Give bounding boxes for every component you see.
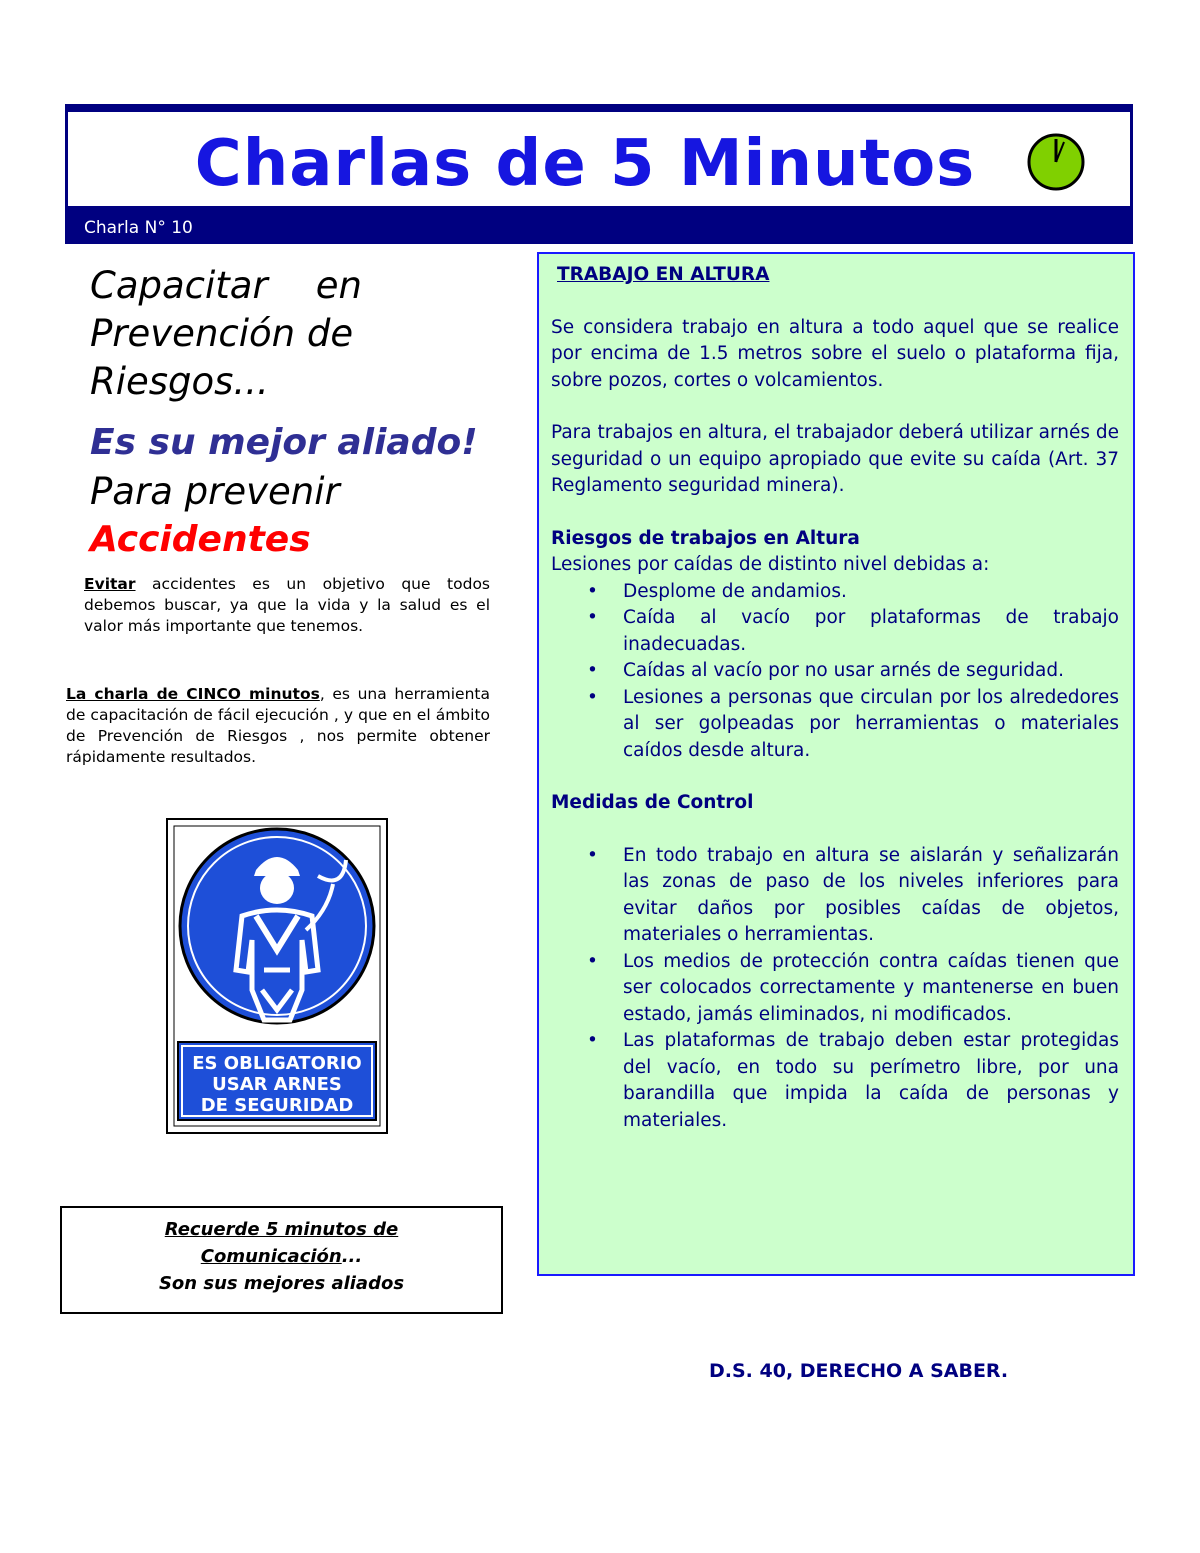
list-item [551,1028,1119,1134]
risk-text: Caídas al vacío por no usar arnés de seguridad. [623,660,1064,681]
slogan-word-capacitar: Capacitar [90,264,268,307]
bullet-icon: • [587,607,598,628]
harness-sign-image [168,820,386,1132]
bullet-icon: • [587,1030,598,1051]
slogan-line-2: Prevención de [90,312,354,355]
controls-list [551,843,1119,1135]
page-title: Charlas de 5 Minutos [194,127,976,201]
control-text: En todo trabajo en altura se aislarán y señalizarán las zonas de paso de los niveles inferiores para evitar daños por posibles caídas de objetos, materiales o herramientas. [623,844,1119,945]
definition-paragraph: Se considera trabajo en altura a todo aquel que se realice por encima de 1.5 metros sobre el suelo o plataforma fija, sobre pozos, cortes o volcamientos. [551,316,1119,391]
list-item [551,685,1119,765]
slogan-word-en: en [315,264,362,307]
bullet-icon: • [587,660,598,681]
list-item [551,949,1119,1029]
sign-text-line-2: USAR ARNES [212,1074,342,1095]
risk-text: Desplome de andamios. [623,580,847,602]
charla-paragraph [66,684,490,768]
risks-list [551,579,1119,765]
slogan-line-1 [90,262,362,310]
clock-icon [1026,132,1086,192]
control-text: Los medios de protección contra caídas tienen que ser colocados correctamente y mantenerse en buen estado, jamás eliminados, ni modificados. [623,950,1119,1025]
list-item [551,605,1119,658]
sign-text-line-1: ES OBLIGATORIO [192,1053,362,1074]
reminder-line-3: Son sus mejores aliados [158,1273,405,1294]
risk-text: Lesiones a personas que circulan por los alrededores al ser golpeadas por herramientas o materiales caídos desde altura. [623,686,1119,761]
bullet-icon: • [587,844,598,866]
reminder-ellipsis: ... [341,1246,363,1267]
control-heading: Medidas de Control [551,792,754,813]
section-title: TRABAJO EN ALTURA [557,264,770,285]
reminder-line-2 [62,1243,501,1270]
risk-text: Caída al vacío por plataformas de trabajo inadecuadas. [623,607,1119,655]
slogan [90,262,470,406]
bullet-icon: • [587,950,598,972]
control-text: Las plataformas de trabajo deben estar protegidas del vacío, en todo su perímetro libre, por una barandilla que impida la caída de personas y materiales. [623,1030,1119,1131]
risks-intro: Lesiones por caídas de distinto nivel debidas a: [551,554,990,575]
footer-note: D.S. 40, DERECHO A SABER. [709,1360,1009,1382]
reminder-line-1: Recuerde 5 minutos de [164,1219,399,1240]
slogan-strong: Es su mejor aliado! [90,422,478,463]
charla-text: , es una herramienta de capacitación de fácil ejecución , y que en el ámbito de Prevención de Riesgos , nos permite obtener rápidamente resultados. [66,685,490,766]
list-item [551,658,1119,685]
list-item [551,579,1119,606]
slogan-line-3: Riesgos... [90,360,269,403]
harness-paragraph: Para trabajos en altura, el trabajador deberá utilizar arnés de seguridad o un equipo apropiado que evite su caída (Art. 37 Reglamento seguridad minera). [551,422,1119,496]
list-item [551,843,1119,949]
sign-text-line-3: DE SEGURIDAD [200,1095,354,1116]
intro-lead: Evitar [84,575,136,593]
reminder-box [60,1206,503,1314]
bullet-icon: • [587,580,598,602]
header-bar [67,206,1133,244]
charla-lead: La charla de CINCO minutos [66,685,320,703]
slogan-accidents: Accidentes [90,519,311,560]
content-text [551,262,1119,1134]
charla-number: Charla N° 10 [84,218,193,238]
safety-sign [166,818,388,1134]
reminder-comunicacion: Comunicación [200,1246,342,1267]
intro-text: accidentes es un objetivo que todos debemos buscar, ya que la vida y la salud es el valor más importante que tenemos. [84,575,490,635]
risks-heading: Riesgos de trabajos en Altura [551,527,860,549]
header-top-bar [65,104,1133,112]
bullet-icon: • [587,686,598,708]
slogan-prevent: Para prevenir [90,470,340,513]
intro-paragraph [84,574,490,637]
